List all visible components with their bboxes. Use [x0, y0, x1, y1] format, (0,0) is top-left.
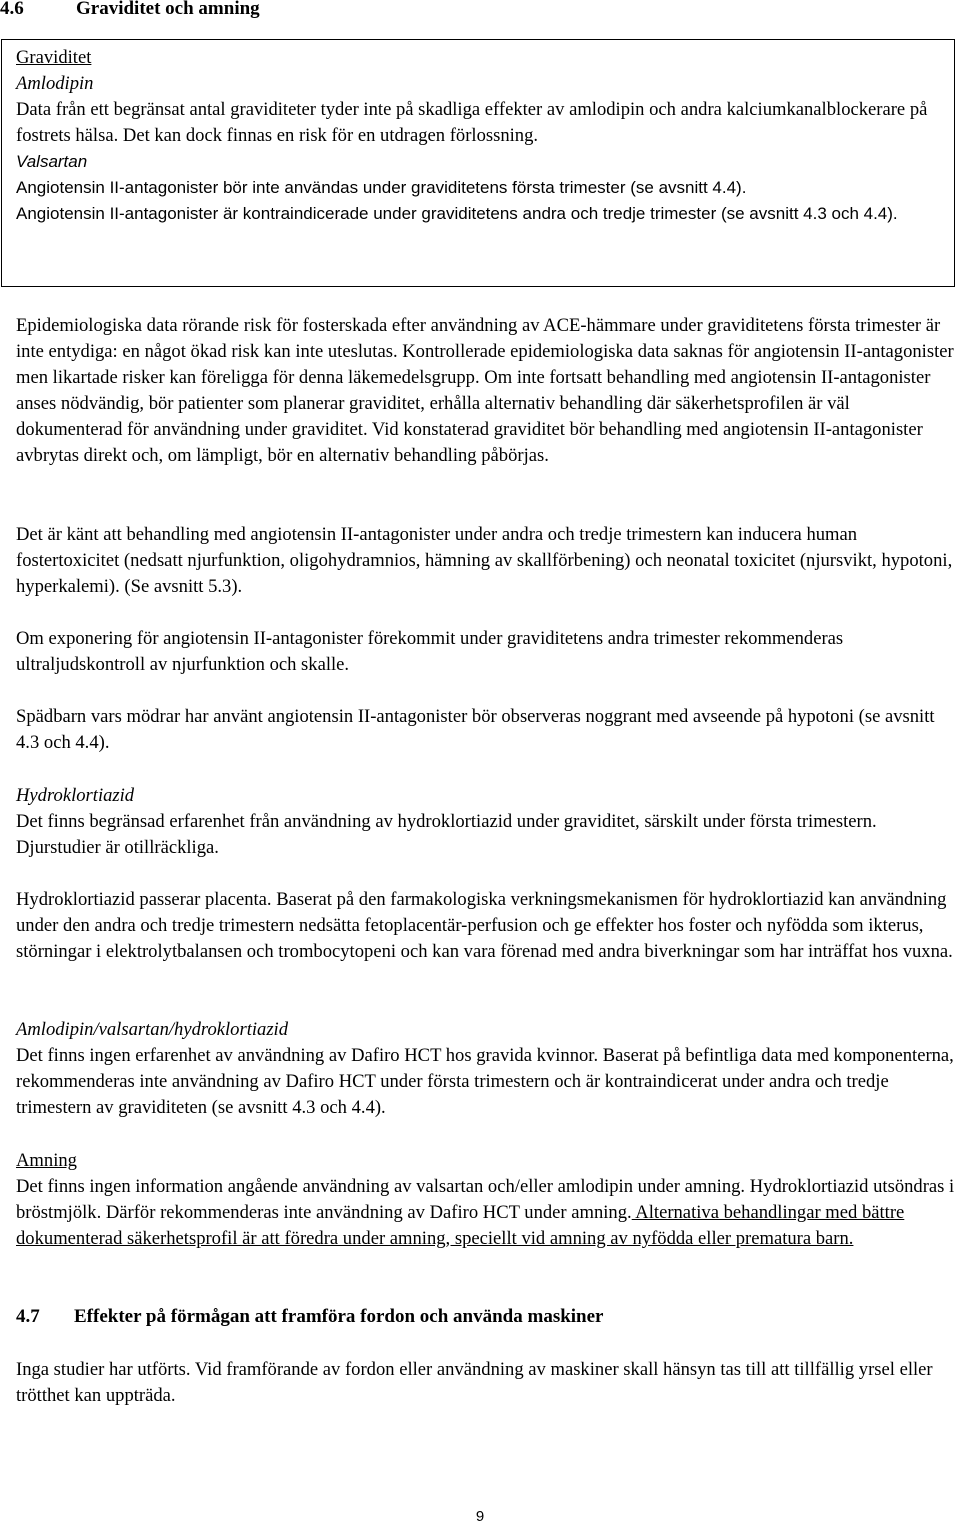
section-title: Graviditet och amning — [76, 0, 260, 19]
lactation-section — [16, 1148, 956, 1252]
hctz-placenta-text: Hydroklortiazid passerar placenta. Baserat på den farmakologiska verkningsmekanismen för hydroklortiazid kan användning under den andra och tredje trimestern nedsätta fetoplacentär-perfusion och ge effekter hos foster och nyfödda som ikterus, störningar i elektrolytbalansen och trombocytopeni och kan vara förenad med andra biverkningar som har inträffat hos vuxna. — [16, 889, 953, 962]
valsartan-first-trimester: Angiotensin II-antagonister bör inte användas under graviditetens första trimester (se avsnitt 4.4). — [16, 178, 747, 197]
paragraph-exposure — [16, 626, 956, 678]
combination-section — [16, 1017, 956, 1121]
epidemiology-text: Epidemiologiska data rörande risk för fosterskada efter användning av ACE-hämmare under graviditetens första trimester är inte entydiga: en något ökad risk kan inte uteslutas. Kontrollerade epidemiologiska data saknas för angiotensin II-antagonister men likartade risker kan föreligga för denna läkemedelsgrupp. Om inte fortsatt behandling med angiotensin II-antagonister anses nödvändig, bör patienter som planerar graviditet, erhålla alternativ behandling där säkerhetsprofilen är väl dokumenterad för användning under graviditet. Vid konstaterad graviditet bör behandling med angiotensin II-antagonister avbrytas direkt och, om lämpligt, bör en alternativ behandling påbörjas. — [16, 315, 954, 466]
hctz-text: Det finns begränsad erfarenhet från användning av hydroklortiazid under graviditet, särskilt under första trimestern. Djurstudier är otillräckliga. — [16, 811, 877, 858]
section-number: 4.6 — [0, 0, 24, 19]
lactation-text-a: Det finns ingen information angående användning av valsartan och/eller amlodipin under amning. Hydroklortiazid utsöndras i bröstmjölk. Därför rekommenderas inte användning av Dafiro HCT under amning. — [16, 1176, 955, 1223]
paragraph-infants — [16, 704, 956, 756]
lactation-text — [16, 1174, 956, 1252]
driving-text: Inga studier har utförts. Vid framförande av fordon eller användning av maskiner skall hänsyn tas till att tillfällig yrsel eller trötthet kan uppträda. — [16, 1359, 933, 1406]
combo-text: Det finns ingen erfarenhet av användning av Dafiro HCT hos gravida kvinnor. Baserat på befintliga data med komponenterna, rekommenderas inte användning av Dafiro HCT under första trimestern och är kontraindicerat under andra och tredje trimestern av graviditeten (se avsnitt 4.3 och 4.4). — [16, 1045, 954, 1118]
paragraph-fetotoxicity — [16, 522, 956, 600]
combo-heading: Amlodipin/valsartan/hydroklortiazid — [16, 1019, 289, 1040]
valsartan-contraindication: Angiotensin II-antagonister är kontraindicerade under graviditetens andra och tredje trimester (se avsnitt 4.3 och 4.4). — [16, 204, 898, 223]
section-title: Effekter på förmågan att framföra fordon och använda maskiner — [74, 1306, 604, 1327]
page-number: 9 — [475, 1508, 485, 1525]
lactation-heading: Amning — [16, 1150, 77, 1171]
section-heading-4-6 — [0, 0, 260, 22]
paragraph-hctz-placenta — [16, 887, 956, 965]
infants-text: Spädbarn vars mödrar har använt angiotensin II-antagonister bör observeras noggrant med avseende på hypotoni (se avsnitt 4.3 och 4.4). — [16, 706, 935, 753]
lactation-text-b: Alternativa behandlingar med bättre dokumenterad säkerhetsprofil är att föredra under amning, speciellt vid amning av nyfödda eller prematura barn. — [16, 1202, 905, 1249]
hctz-heading: Hydroklortiazid — [16, 785, 135, 806]
section-heading-4-7 — [16, 1304, 604, 1330]
section-number: 4.7 — [16, 1306, 40, 1327]
pregnancy-summary-box — [1, 39, 955, 287]
paragraph-driving — [16, 1357, 956, 1409]
hydrochlorothiazide-section — [16, 783, 956, 861]
paragraph-epidemiology — [16, 313, 956, 469]
pregnancy-heading: Graviditet — [16, 47, 92, 68]
fetotoxicity-text: Det är känt att behandling med angiotensin II-antagonister under andra och tredje trimestern kan inducera human fostertoxicitet (nedsatt njurfunktion, oligohydramnios, hämning av skallförbening) och neonatal toxicitet (njursvikt, hypotoni, hyperkalemi). (Se avsnitt 5.3). — [16, 524, 953, 597]
exposure-text: Om exponering för angiotensin II-antagonister förekommit under graviditetens andra trimester rekommenderas ultraljudskontroll av njurfunktion och skalle. — [16, 628, 844, 675]
valsartan-subheading: Valsartan — [16, 152, 88, 171]
amlodipine-subheading: Amlodipin — [16, 73, 94, 94]
amlodipine-text: Data från ett begränsat antal graviditeter tyder inte på skadliga effekter av amlodipin och andra kalciumkanalblockerare på fostrets hälsa. Det kan dock finnas en risk för en utdragen förlossning. — [16, 99, 928, 146]
